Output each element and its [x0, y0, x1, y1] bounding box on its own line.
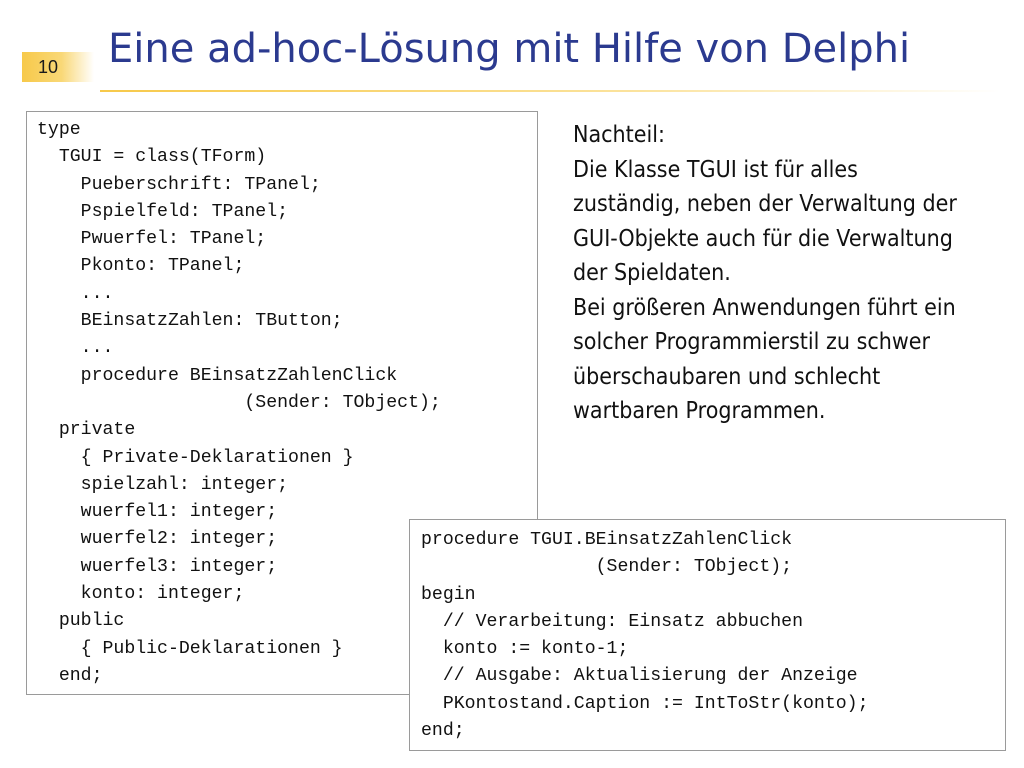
page-number: 10	[38, 57, 59, 77]
class-declaration-code: type TGUI = class(TForm) Pueberschrift: TPanel; Pspielfeld: TPanel; Pwuerfel: TPanel; Pkonto: TPanel; ... BEinsatzZahlen: TButton; ... procedure BEinsatzZahlenClick (Sender: TObject); private { Private-Deklarationen } spielzahl: integer; wuerfel1: integer; wuerfel2: integer; wuerfel3: integer; konto: integer; public { Public-Deklarationen } end;	[26, 111, 538, 695]
note-heading: Nachteil:	[573, 122, 666, 148]
note-paragraph-1: Die Klasse TGUI ist für alles zuständig, neben der Verwaltung der GUI-Objekte auch für die Verwaltung der Spieldaten.	[573, 156, 957, 286]
slide-title: Eine ad-hoc-Lösung mit Hilfe von Delphi	[108, 26, 911, 72]
drawback-note	[573, 118, 969, 429]
click-handler-code: procedure TGUI.BEinsatzZahlenClick (Sender: TObject); begin // Verarbeitung: Einsatz abbuchen konto := konto-1; // Ausgabe: Aktualisierung der Anzeige PKontostand.Caption := IntToStr(konto); end;	[409, 519, 1006, 751]
note-paragraph-2: Bei größeren Anwendungen führt ein solcher Programmierstil zu schwer überschaubaren und schlecht wartbaren Programmen.	[573, 294, 956, 424]
title-underline	[100, 90, 1000, 92]
